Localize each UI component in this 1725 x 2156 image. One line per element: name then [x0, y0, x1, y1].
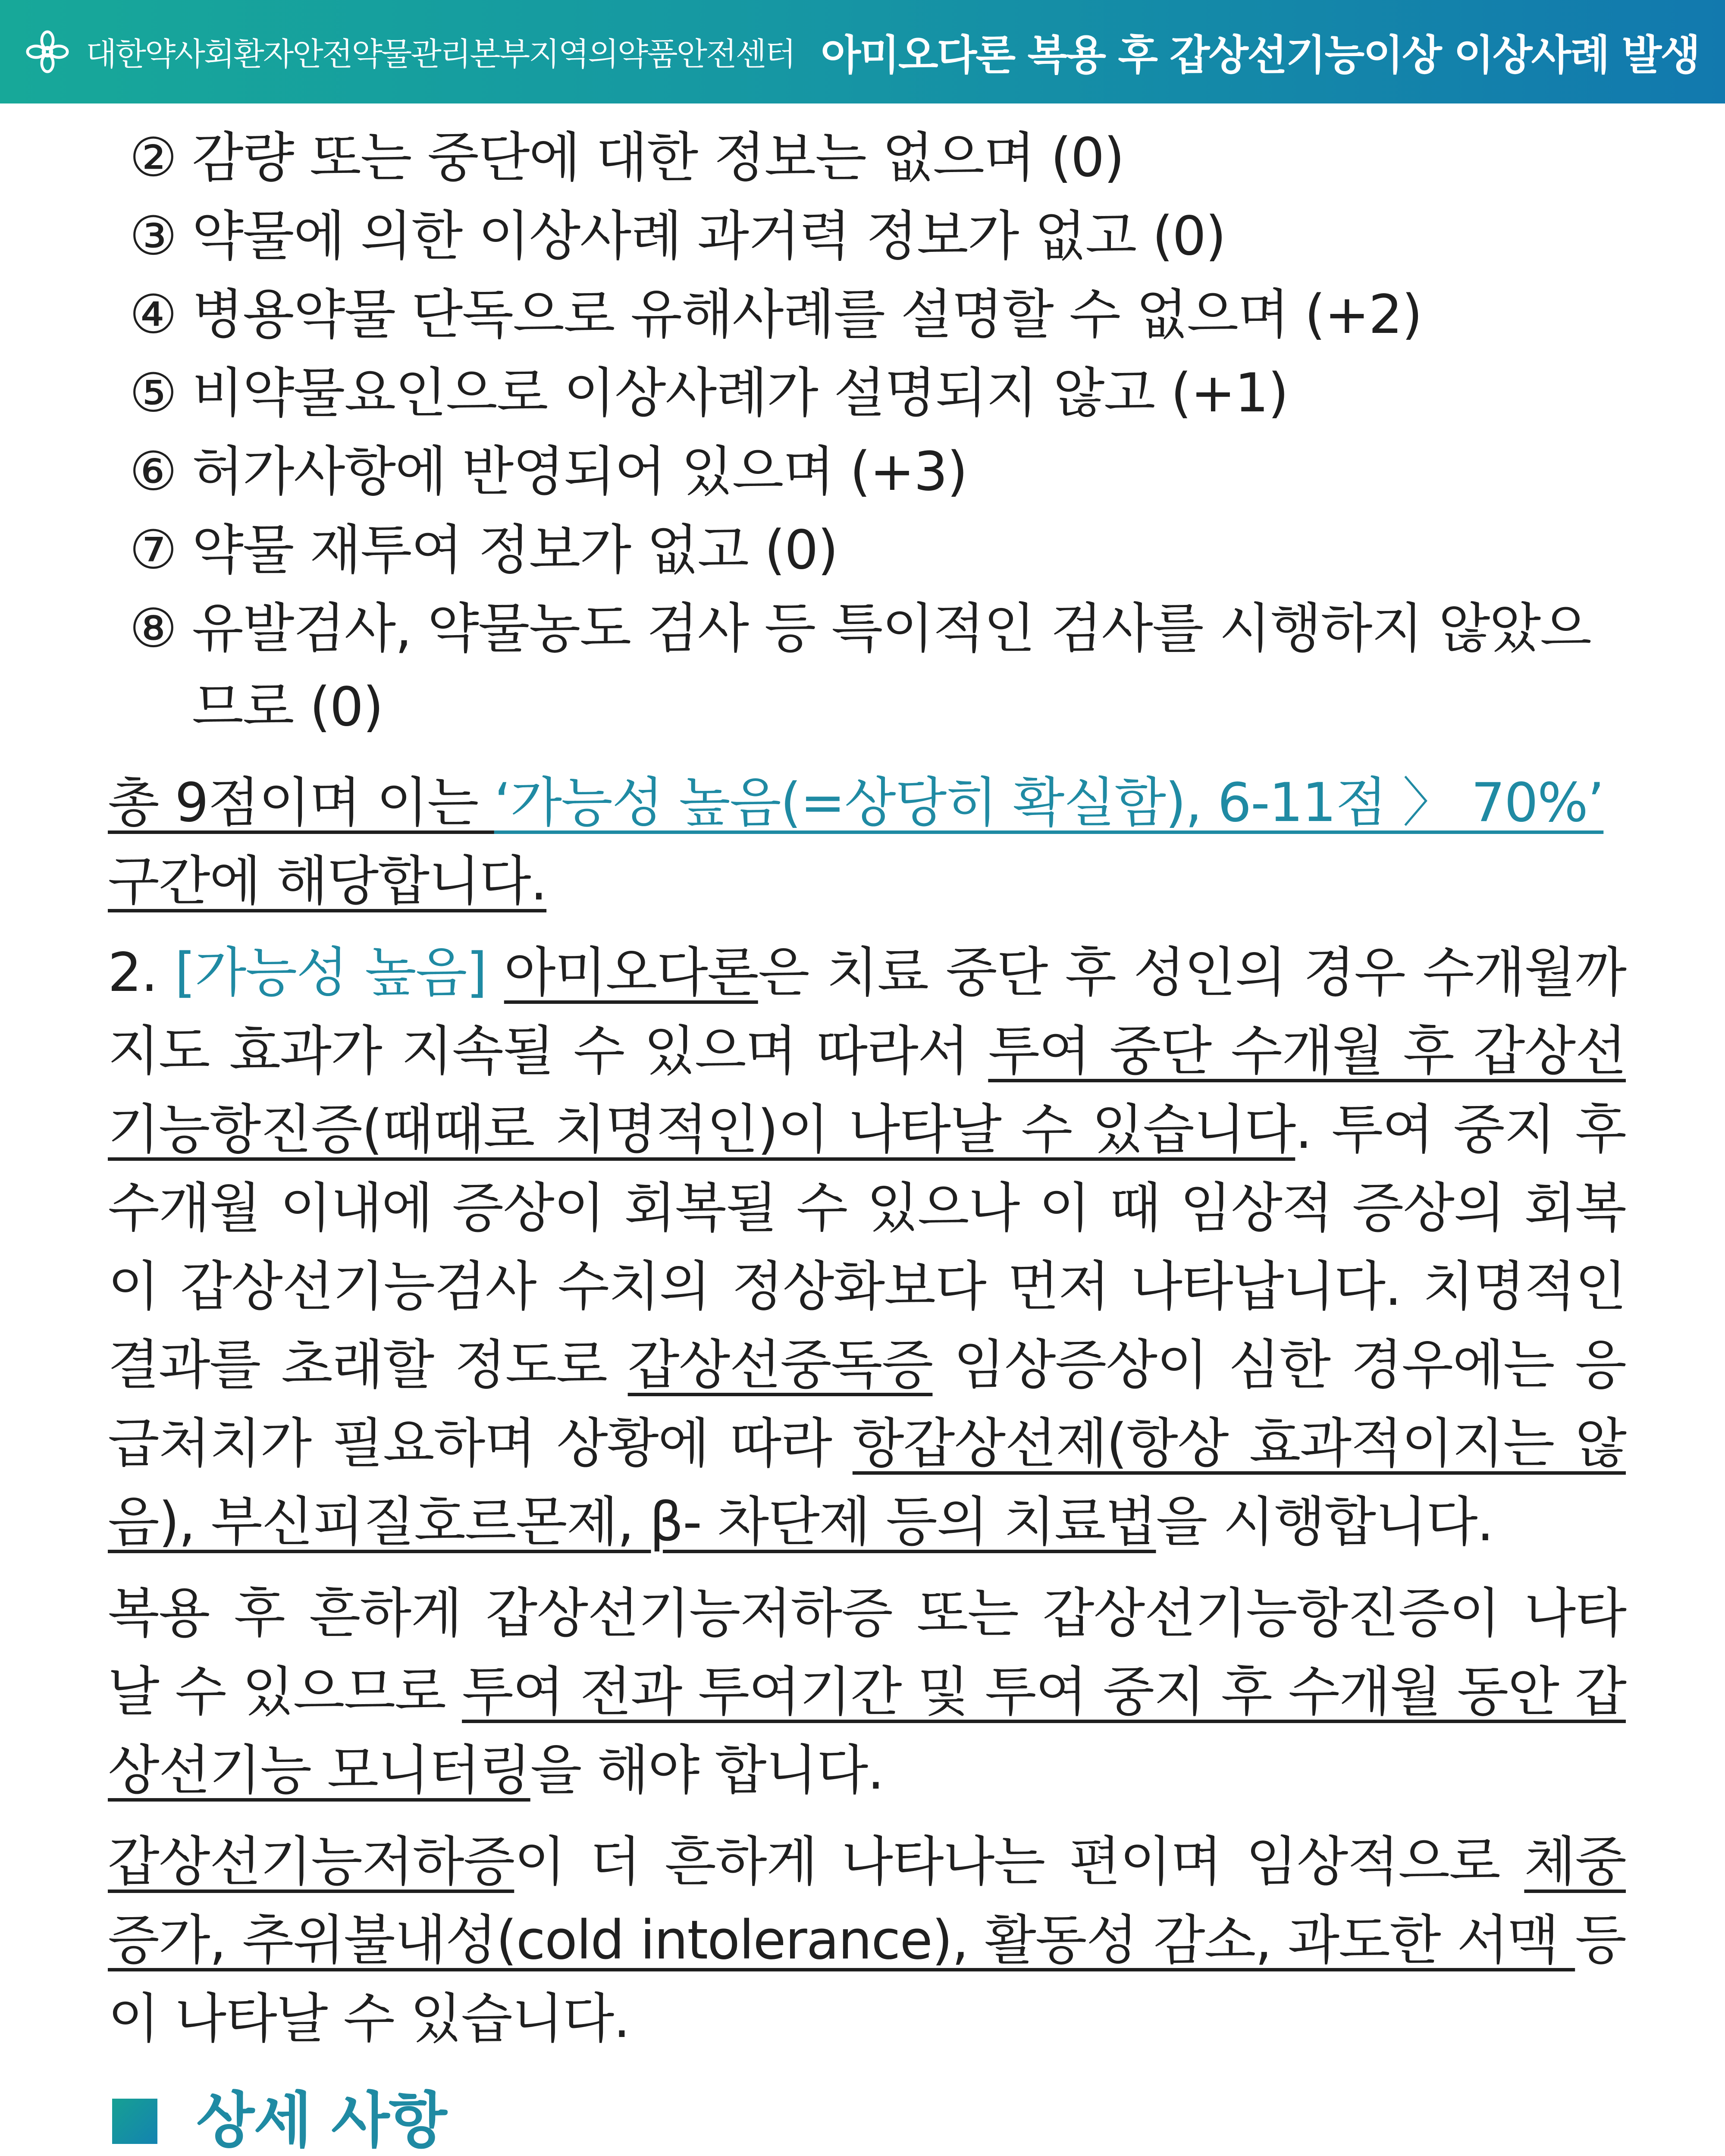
section-title: 상세 사항 — [196, 2086, 446, 2156]
criteria-text: 허가사항에 반영되어 있으며 (+3) — [192, 441, 967, 503]
spacer-text — [486, 942, 504, 1004]
criteria-item — [108, 432, 1626, 511]
teal-square-bullet-icon — [112, 2099, 157, 2144]
criteria-item — [108, 197, 1626, 276]
criteria-text: 병용약물 단독으로 유해사례를 설명할 수 없으며 (+2) — [192, 284, 1422, 346]
key-warning-emphasis: 투여 중단 수개월 후 갑상선기능항진증(때때로 치명적인)이 나타날 수 있습니다 — [108, 1020, 1626, 1161]
section-heading-details — [112, 2082, 1626, 2156]
total-score-paragraph — [108, 764, 1626, 921]
document-body — [108, 119, 1626, 2156]
symptoms-emphasis: 체중증가, 추위불내성(cold intolerance), 활동성 감소, 과도한 서맥 — [108, 1831, 1626, 1971]
paragraph-causality-explanation — [108, 934, 1626, 1561]
paragraph-number: 2. — [108, 942, 175, 1004]
paragraph-text: 임상증상이 심한 경우에는 응급처치가 필요하며 상황에 따라 — [108, 1334, 1626, 1475]
header-left — [24, 28, 795, 75]
document-title: 아미오다론 복용 후 갑상선기능이상 이상사례 발생 — [821, 31, 1699, 79]
treatment-emphasis: 항갑상선제(항상 효과적이지는 않음), 부신피질호르몬제, β- 차단제 등의 치료법 — [108, 1413, 1626, 1553]
criteria-number: ④ — [129, 284, 177, 346]
criteria-number: ⑥ — [129, 441, 177, 503]
organization-name: 대한약사회환자안전약물관리본부지역의약품안전센터 — [86, 36, 795, 73]
paragraph-text: 복용 후 흔하게 갑상선기능저하증 또는 갑상선기능항진증이 나타날 수 있으므로 — [108, 1583, 1626, 1723]
hypothyroidism-emphasis: 갑상선기능저하증 — [108, 1831, 514, 1893]
total-score-text: 총 9점이며 이는 — [108, 772, 494, 834]
criteria-number: ② — [129, 127, 177, 189]
criteria-text: 약물에 의한 이상사례 과거력 정보가 없고 (0) — [192, 205, 1226, 267]
kpa-flower-logo-icon — [24, 28, 71, 75]
page-header — [0, 0, 1725, 103]
criteria-item — [108, 354, 1626, 432]
criteria-text: 감량 또는 중단에 대한 정보는 없으며 (0) — [192, 127, 1124, 189]
criteria-text: 약물 재투여 정보가 없고 (0) — [192, 519, 838, 581]
monitoring-emphasis: 투여 전과 투여기간 및 투여 중지 후 수개월 동안 갑상선기능 모니터링 — [108, 1661, 1626, 1802]
criteria-item — [108, 276, 1626, 354]
criteria-item — [108, 119, 1626, 197]
criteria-number: ③ — [129, 205, 177, 267]
criteria-number: ⑤ — [129, 362, 177, 424]
paragraph-text: . 투여 중지 후 수개월 이내에 증상이 회복될 수 있으나 이 때 임상적 증상의 회복이 갑상선기능검사 수치의 정상화보다 먼저 나타납니다. 치명적인 결과를 초래할 정도로 — [108, 1099, 1626, 1396]
paragraph-text: 등이 나타날 수 있습니다. — [108, 1909, 1626, 2050]
criteria-text: 비약물요인으로 이상사례가 설명되지 않고 (+1) — [192, 362, 1288, 424]
paragraph-text: 을 해야 합니다. — [530, 1739, 884, 1802]
thyrotoxicosis-emphasis: 갑상선중독증 — [627, 1334, 933, 1396]
criteria-item — [108, 511, 1626, 589]
paragraph-text: 은 치료 중단 후 성인의 경우 수개월까지도 효과가 지속될 수 있으며 따라서 — [108, 942, 1626, 1082]
drug-name-emphasis: 아미오다론 — [504, 942, 758, 1004]
paragraph-text: 을 시행합니다. — [1156, 1491, 1493, 1553]
causality-tag: [가능성 높음] — [175, 942, 486, 1004]
paragraph-text: 이 더 흔하게 나타나는 편이며 임상적으로 — [514, 1831, 1524, 1893]
total-score-conclusion: 구간에 해당합니다. — [108, 850, 547, 912]
paragraph-hypothyroidism — [108, 1823, 1626, 2058]
criteria-number: ⑧ — [129, 598, 177, 660]
paragraph-monitoring — [108, 1574, 1626, 1810]
criteria-text: 유발검사, 약물농도 검사 등 특이적인 검사를 시행하지 않았으므로 (0) — [192, 598, 1591, 738]
criteria-number: ⑦ — [129, 519, 177, 581]
criteria-item — [108, 589, 1626, 746]
causality-category-text: ‘가능성 높음(=상당히 확실함), 6-11점 〉 70%’ — [494, 772, 1604, 834]
